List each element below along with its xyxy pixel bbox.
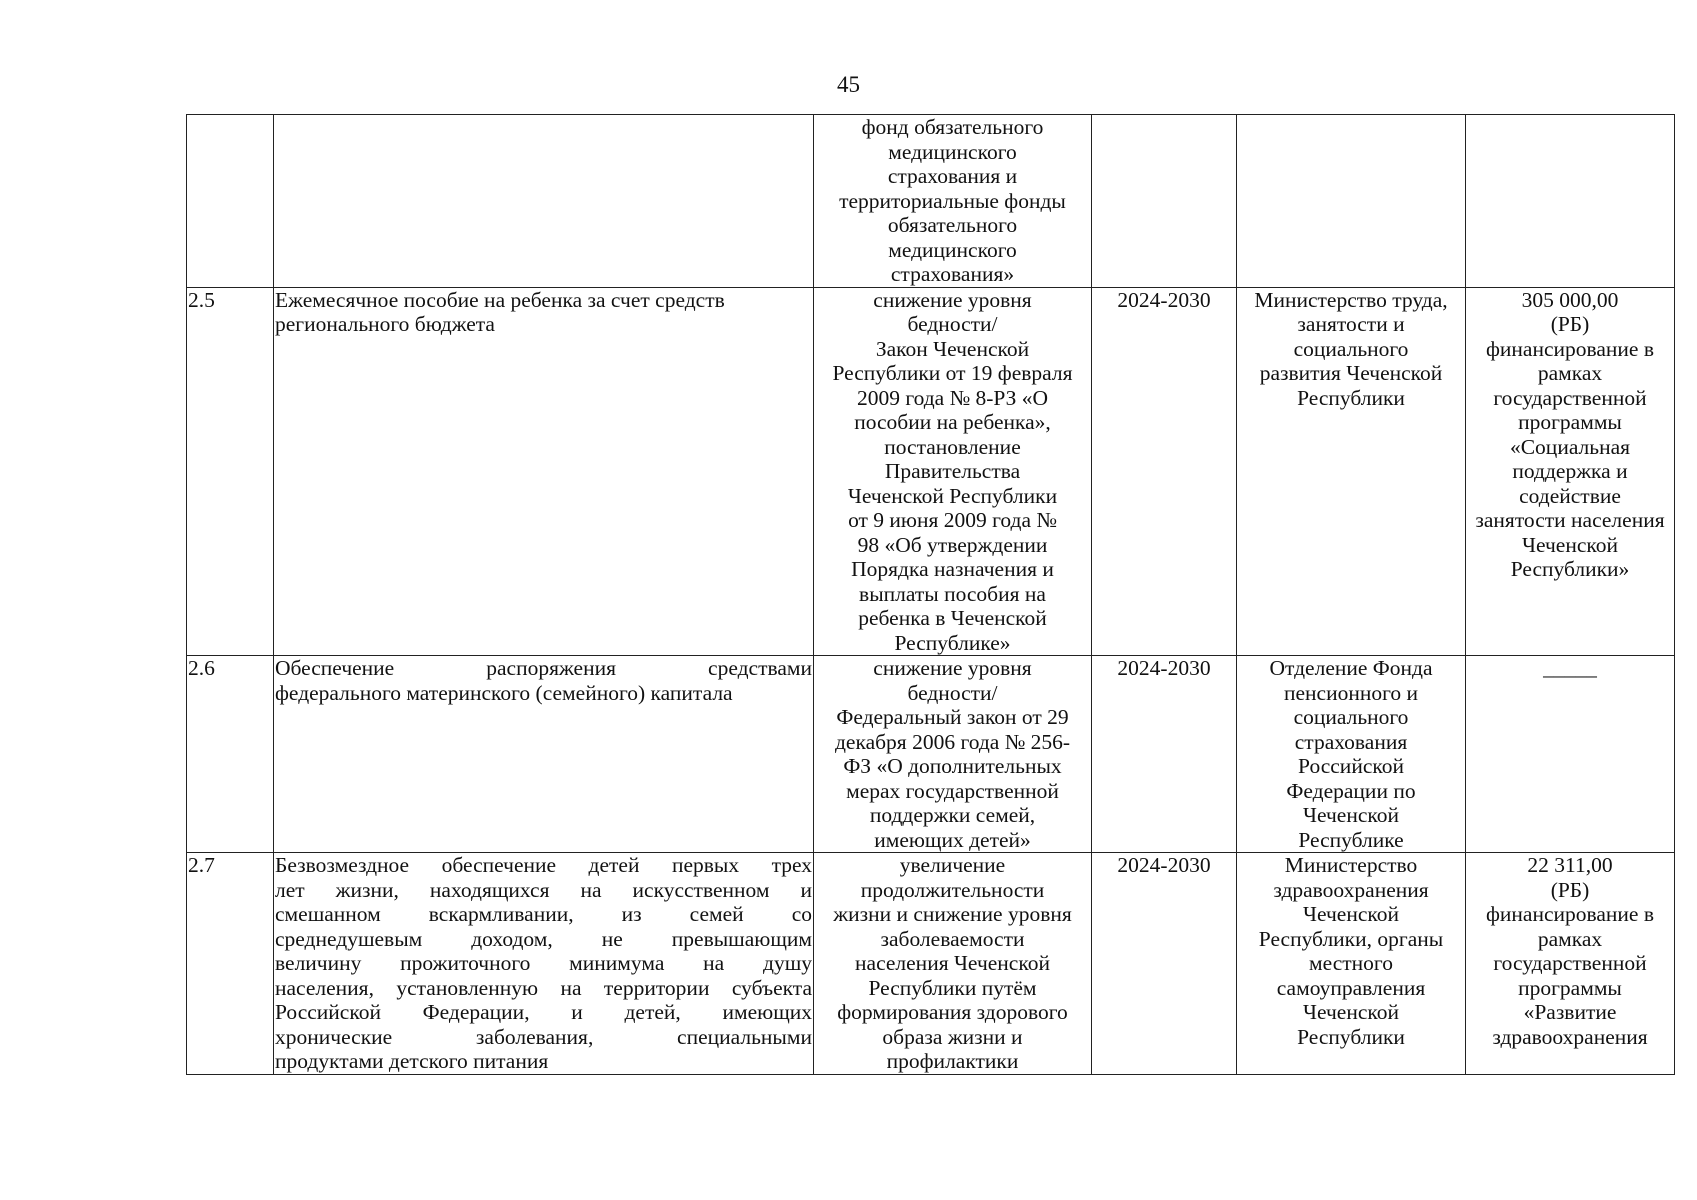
- measure-executor: [1237, 656, 1466, 853]
- cell-line: снижение уровня: [873, 287, 1032, 312]
- measure-financing: [1466, 115, 1675, 288]
- row-number: [187, 287, 274, 656]
- cell-line: населения, установленную на территории субъекта: [275, 975, 812, 1000]
- cell-line: развития Чеченской: [1259, 361, 1443, 385]
- cell-line: государственной: [1493, 385, 1647, 410]
- cell-line: Чеченской: [1522, 532, 1618, 557]
- cell-line: профилактики: [886, 1049, 1019, 1073]
- cell-line: Федерации по: [1286, 778, 1416, 803]
- row-number: [187, 656, 274, 853]
- cell-line: пенсионного и: [1283, 680, 1419, 705]
- row-number: [187, 853, 274, 1075]
- cell-line: Федеральный закон от 29: [836, 705, 1069, 729]
- cell-line: занятости и: [1297, 312, 1405, 336]
- cell-line: программы: [1518, 410, 1622, 434]
- measure-basis: [814, 287, 1092, 656]
- cell-line: социального: [1293, 336, 1409, 361]
- measure-period: [1092, 853, 1237, 1075]
- cell-line: Республики от 19 февраля: [832, 361, 1073, 385]
- cell-line: среднедушевым доходом, не превышающим: [275, 926, 812, 951]
- cell-line: здравоохранения: [1273, 877, 1429, 902]
- row-number: [187, 115, 274, 288]
- cell-line: 305 000,00: [1521, 287, 1619, 312]
- cell-line: Чеченской: [1303, 902, 1399, 926]
- measure-period: [1092, 287, 1237, 656]
- cell-line: Закон Чеченской: [875, 336, 1030, 361]
- table-row: [187, 287, 1675, 656]
- cell-line: _____: [1543, 656, 1597, 680]
- cell-line: территориальные фонды: [839, 188, 1066, 213]
- period-text: 2024-2030: [1117, 656, 1211, 680]
- cell-line: (РБ): [1550, 877, 1590, 902]
- cell-line: мерах государственной: [846, 778, 1059, 803]
- cell-line: Безвозмездное обеспечение детей первых трех: [275, 853, 812, 877]
- cell-line: рамках: [1537, 926, 1603, 951]
- cell-line: Республики: [1297, 1024, 1405, 1049]
- cell-line: финансирование в: [1485, 902, 1655, 926]
- cell-line: «Развитие: [1523, 1000, 1617, 1024]
- cell-line: федерального материнского (семейного) капитала: [275, 680, 733, 705]
- measure-period: [1092, 656, 1237, 853]
- cell-line: Республики: [1297, 385, 1405, 410]
- cell-line: Министерство: [1284, 853, 1418, 877]
- measure-executor: [1237, 287, 1466, 656]
- period-text: 2024-2030: [1117, 853, 1211, 877]
- cell-line: социального: [1293, 705, 1409, 729]
- measure-executor: [1237, 853, 1466, 1075]
- cell-line: здравоохранения: [1492, 1024, 1648, 1049]
- cell-line: пособии на ребенка»,: [854, 410, 1051, 434]
- cell-line: занятости населения: [1475, 508, 1665, 532]
- cell-line: бедности/: [907, 312, 998, 336]
- cell-line: программы: [1518, 975, 1622, 1000]
- cell-line: (РБ): [1550, 312, 1590, 336]
- cell-line: от 9 июня 2009 года №: [848, 508, 1057, 532]
- measure-executor: [1237, 115, 1466, 288]
- cell-line: Министерство труда,: [1254, 287, 1448, 312]
- cell-line: Республике: [1298, 827, 1404, 852]
- cell-line: местного: [1309, 951, 1393, 975]
- row-number-text: 2.5: [188, 287, 215, 312]
- period-text: 2024-2030: [1117, 287, 1211, 312]
- cell-line: медицинского: [888, 139, 1017, 164]
- cell-line: Республики»: [1510, 557, 1630, 581]
- cell-line: продуктами детского питания: [275, 1049, 549, 1073]
- measure-financing: [1466, 287, 1675, 656]
- table-body: [187, 115, 1675, 1075]
- cell-line: поддержки семей,: [869, 803, 1036, 827]
- cell-line: Ежемесячное пособие на ребенка за счет средств: [275, 287, 725, 312]
- cell-line: «Социальная: [1509, 434, 1631, 459]
- cell-line: страхования и: [887, 164, 1018, 188]
- cell-line: фонд обязательного: [861, 115, 1044, 139]
- cell-line: поддержка и: [1512, 459, 1628, 483]
- measure-name: [274, 656, 814, 853]
- cell-line: медицинского: [888, 237, 1017, 262]
- cell-line: Чеченской: [1303, 1000, 1399, 1024]
- measure-name: [274, 115, 814, 288]
- cell-line: 98 «Об утверждении: [857, 532, 1048, 557]
- measure-name: [274, 853, 814, 1075]
- cell-line: страхования»: [890, 262, 1015, 286]
- cell-line: населения Чеченской: [855, 951, 1050, 975]
- cell-line: продолжительности: [860, 877, 1045, 902]
- page-number: 45: [837, 72, 860, 97]
- cell-line: бедности/: [907, 680, 998, 705]
- cell-line: хронические заболевания, специальными: [275, 1024, 812, 1049]
- cell-line: образа жизни и: [882, 1024, 1023, 1049]
- cell-line: смешанном вскармливании, из семей со: [275, 902, 812, 926]
- cell-line: самоуправления: [1276, 975, 1426, 1000]
- cell-line: постановление: [884, 434, 1021, 459]
- cell-line: декабря 2006 года № 256-: [834, 729, 1071, 754]
- table-row: [187, 115, 1675, 288]
- measure-basis: [814, 853, 1092, 1075]
- cell-line: снижение уровня: [873, 656, 1032, 680]
- cell-line: Чеченской Республики: [847, 483, 1058, 508]
- cell-line: рамках: [1537, 361, 1603, 385]
- cell-line: содействие: [1519, 483, 1621, 508]
- cell-line: страхования: [1294, 729, 1408, 754]
- table-row: [187, 853, 1675, 1075]
- cell-line: заболеваемости: [880, 926, 1025, 951]
- cell-line: финансирование в: [1485, 336, 1655, 361]
- cell-line: жизни и снижение уровня: [833, 902, 1072, 926]
- measure-financing: [1466, 656, 1675, 853]
- cell-line: регионального бюджета: [275, 312, 495, 336]
- cell-line: лет жизни, находящихся на искусственном и: [275, 877, 812, 902]
- cell-line: 2009 года № 8-РЗ «О: [856, 385, 1049, 410]
- cell-line: Российской Федерации, и детей, имеющих: [275, 1000, 812, 1024]
- cell-line: Обеспечение распоряжения средствами: [275, 656, 812, 680]
- measure-financing: [1466, 853, 1675, 1075]
- cell-line: Порядка назначения и: [851, 557, 1054, 581]
- measure-basis: [814, 656, 1092, 853]
- cell-line: Правительства: [884, 459, 1021, 483]
- cell-line: Чеченской: [1303, 803, 1399, 827]
- cell-line: формирования здорового: [837, 1000, 1068, 1024]
- cell-line: величину прожиточного минимума на душу: [275, 951, 812, 975]
- cell-line: государственной: [1493, 951, 1647, 975]
- cell-line: ребенка в Чеченской: [858, 606, 1047, 630]
- cell-line: Республике»: [894, 630, 1011, 655]
- cell-line: ФЗ «О дополнительных: [843, 754, 1062, 778]
- cell-line: Республики путём: [868, 975, 1037, 1000]
- cell-line: выплаты пособия на: [859, 581, 1046, 606]
- cell-line: обязательного: [887, 213, 1018, 237]
- cell-line: имеющих детей»: [874, 827, 1031, 852]
- row-number-text: 2.7: [188, 853, 215, 877]
- cell-line: Отделение Фонда: [1269, 656, 1433, 680]
- measure-basis: [814, 115, 1092, 288]
- cell-line: Российской: [1298, 754, 1404, 778]
- cell-line: 22 311,00: [1527, 853, 1613, 877]
- cell-line: Республики, органы: [1258, 926, 1444, 951]
- cell-line: увеличение: [899, 853, 1006, 877]
- row-number-text: 2.6: [188, 656, 215, 680]
- measure-name: [274, 287, 814, 656]
- measure-period: [1092, 115, 1237, 288]
- table-row: [187, 656, 1675, 853]
- measures-table: [186, 114, 1675, 1075]
